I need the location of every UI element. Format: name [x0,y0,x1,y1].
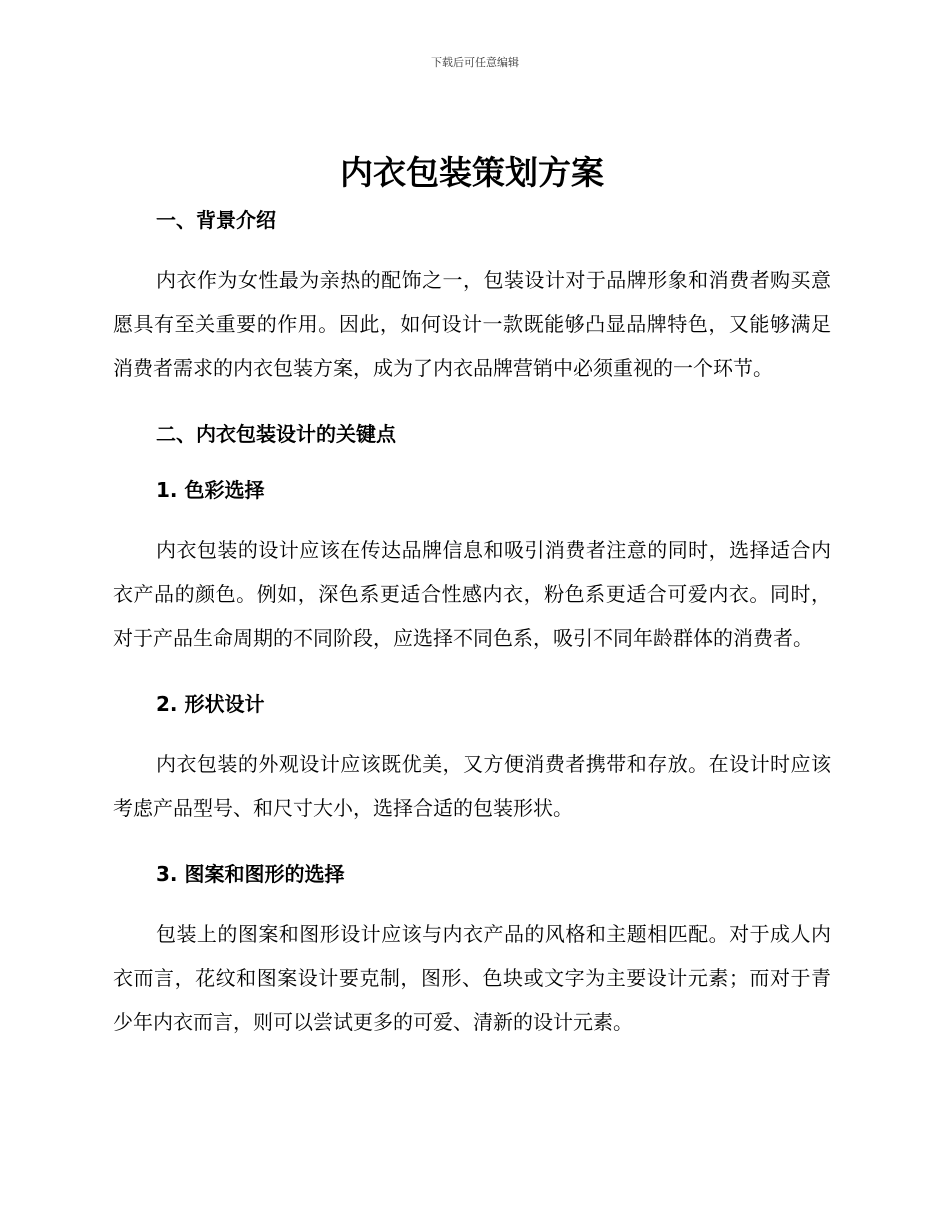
subheading-color-choice: 1. 色彩选择 [156,478,265,502]
paragraph-shape-design: 内衣包装的外观设计应该既优美，又方便消费者携带和存放。在设计时应该考虑产品型号、和尺寸大小，选择合适的包装形状。 [113,752,831,820]
paragraph-color-choice: 内衣包装的设计应该在传达品牌信息和吸引消费者注意的同时，选择适合内衣产品的颜色。例如，深色系更适合性感内衣，粉色系更适合可爱内衣。同时，对于产品生命周期的不同阶段，应选择不同色系，吸引不同年龄群体的消费者。 [113,538,831,650]
section-heading-background: 一、背景介绍 [156,208,276,232]
document-title: 内衣包装策划方案 [340,153,604,192]
document-body [113,150,831,1044]
subheading-pattern-choice: 3. 图案和图形的选择 [156,862,345,886]
section-heading-key-points: 二、内衣包装设计的关键点 [156,422,396,446]
subheading-shape-design: 2. 形状设计 [156,692,265,716]
header-note: 下载后可任意编辑 [431,56,519,69]
paragraph-pattern-choice: 包装上的图案和图形设计应该与内衣产品的风格和主题相匹配。对于成人内衣而言，花纹和图案设计要克制，图形、色块或文字为主要设计元素；而对于青少年内衣而言，则可以尝试更多的可爱、清新的设计元素。 [113,922,831,1034]
paragraph-background: 内衣作为女性最为亲热的配饰之一，包装设计对于品牌形象和消费者购买意愿具有至关重要的作用。因此，如何设计一款既能够凸显品牌特色，又能够满足消费者需求的内衣包装方案，成为了内衣品牌营销中必须重视的一个环节。 [113,268,831,380]
